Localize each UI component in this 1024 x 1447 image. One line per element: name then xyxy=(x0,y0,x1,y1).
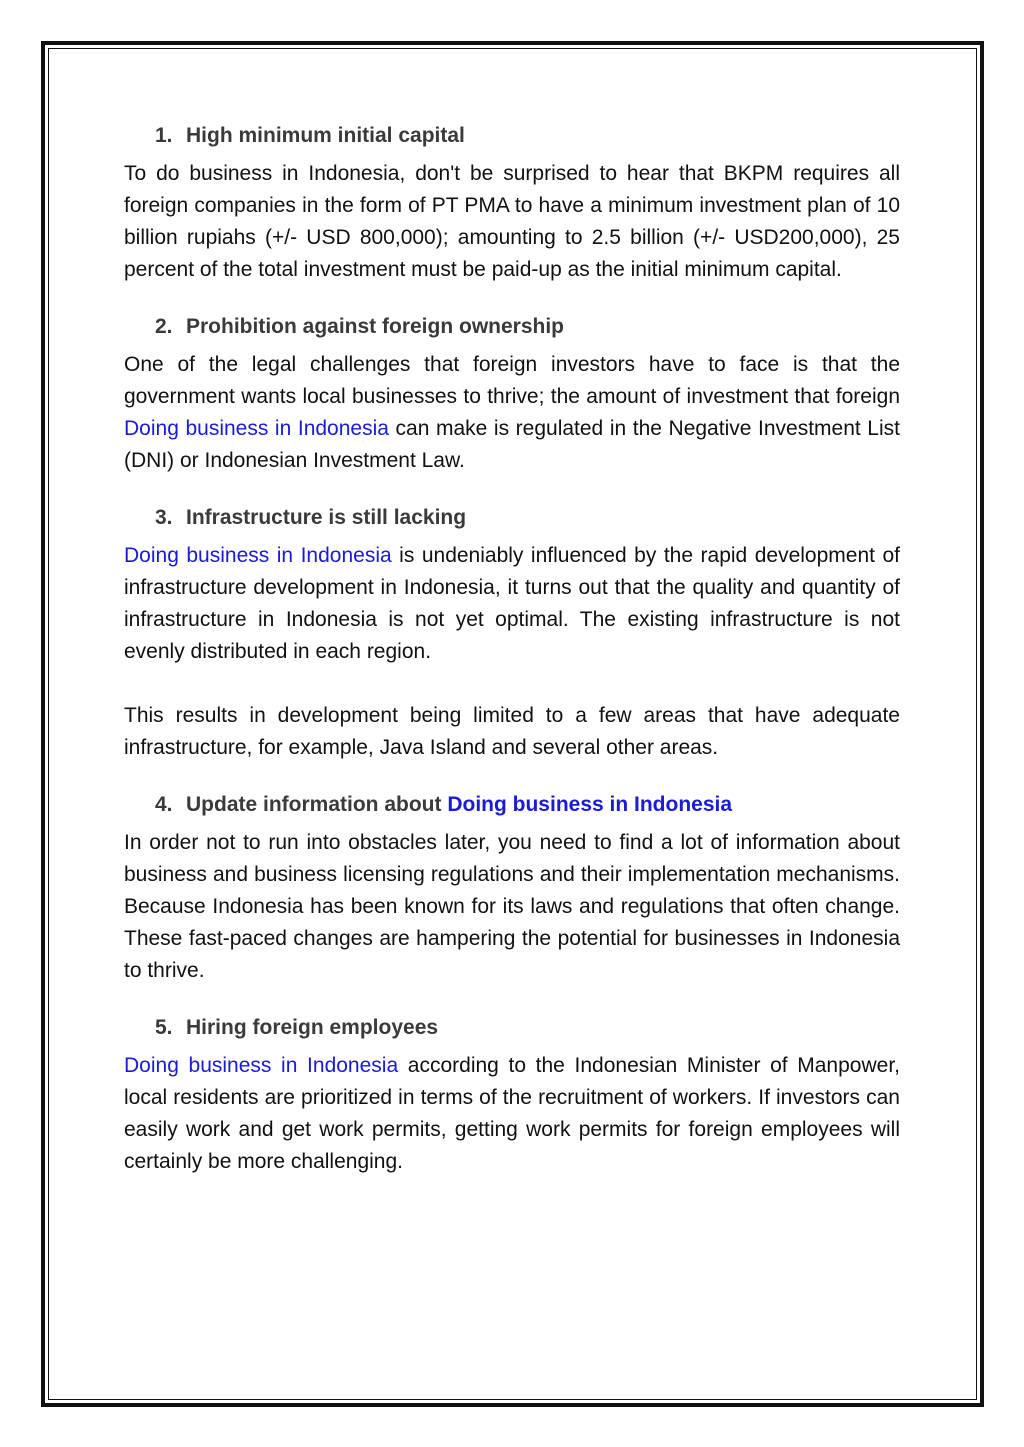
section-title: High minimum initial capital xyxy=(186,124,465,147)
section-body xyxy=(124,349,900,477)
section-number: 2. xyxy=(155,315,173,338)
section-heading xyxy=(124,311,900,343)
doing-business-link[interactable]: Doing business in Indonesia xyxy=(124,1054,399,1077)
section-number: 1. xyxy=(155,124,173,147)
doing-business-link[interactable]: Doing business in Indonesia xyxy=(124,544,392,567)
section-body-text: This results in development being limited to a few areas that have adequate infrastructure, for example, Java Island and several other areas. xyxy=(124,704,900,759)
section-body-continued xyxy=(124,700,900,764)
section-heading xyxy=(124,1012,900,1044)
section-body-text: One of the legal challenges that foreign investors have to face is that the government wants local businesses to thrive; the amount of investment that foreign xyxy=(124,353,900,408)
doing-business-link[interactable]: Doing business in Indonesia xyxy=(124,417,389,440)
section-body-text: can make is regulated in the Negative Investment List (DNI) or Indonesian Investment Law. xyxy=(124,417,900,472)
section-heading xyxy=(124,502,900,534)
section-title-text: Update information about xyxy=(186,793,448,816)
section-number: 5. xyxy=(155,1016,173,1039)
section-title: Infrastructure is still lacking xyxy=(186,506,467,529)
section-heading xyxy=(124,789,900,821)
section-number: 4. xyxy=(155,793,173,816)
section-title: Hiring foreign employees xyxy=(186,1016,439,1039)
section-body xyxy=(124,540,900,668)
section-heading xyxy=(124,120,900,152)
section-body xyxy=(124,1050,900,1178)
section-body xyxy=(124,827,900,987)
section-body-text: In order not to run into obstacles later, you need to find a lot of information about business and business licensing regulations and their implementation mechanisms. Because Indonesia has been known for its laws and regulations that often change. These fast-paced changes are hampering the potential for businesses in Indonesia to thrive. xyxy=(124,831,900,982)
section-body-text: To do business in Indonesia, don't be surprised to hear that BKPM requires all foreign companies in the form of PT PMA to have a minimum investment plan of 10 billion rupiahs (+/- USD 800,000); amounting to 2.5 billion (+/- USD200,000), 25 percent of the total investment must be paid-up as the initial minimum capital. xyxy=(124,162,900,281)
section-title: Prohibition against foreign ownership xyxy=(186,315,565,338)
doing-business-link[interactable]: Doing business in Indonesia xyxy=(447,793,733,816)
document-content xyxy=(124,120,900,1178)
section-body-text: according to the Indonesian Minister of Manpower, local residents are prioritized in terms of the recruitment of workers. If investors can easily work and get work permits, getting work permits for foreign employees will certainly be more challenging. xyxy=(124,1054,900,1173)
section-body-text: is undeniably influenced by the rapid development of infrastructure development in Indonesia, it turns out that the quality and quantity of infrastructure in Indonesia is not yet optimal. The existing infrastructure is not evenly distributed in each region. xyxy=(124,544,900,663)
section-title xyxy=(186,789,732,821)
section-body xyxy=(124,158,900,286)
section-number: 3. xyxy=(155,506,173,529)
